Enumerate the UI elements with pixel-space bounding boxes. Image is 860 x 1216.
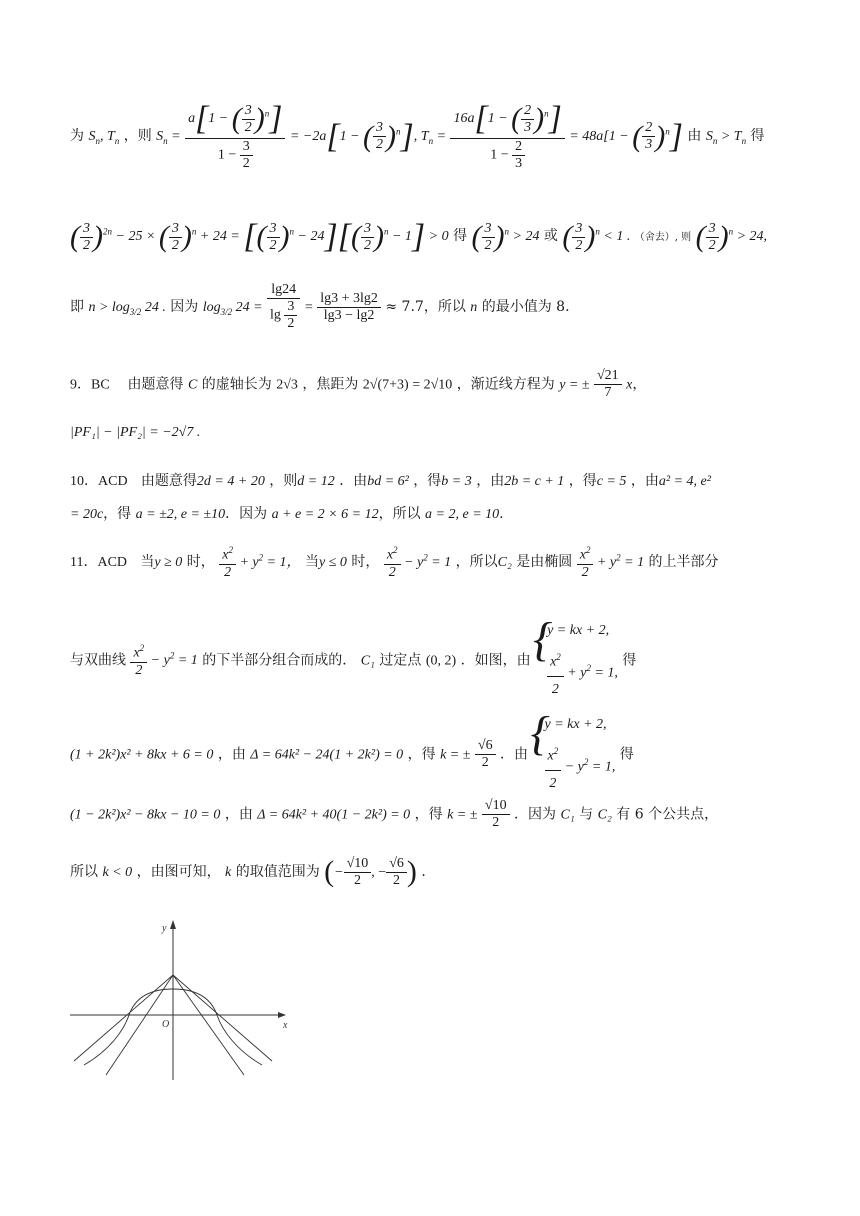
p8-line2: ( $\frac{3}{2}$ )$^{2n}$ − 25 × ( $\frac{3}{2}$ )$^n$ + 24 = [( $\frac{3}{2}$ )$^n$ − 24][( $\frac{3}{2}$ )$^n$ − 1] > 0 得 ( $\frac{3}{2}$ )$^n$ > 24 或 ( $\frac{3}{2}$ )$^n$ < 1 . （舍去）, 则 ( $\frac{3}{2}$ )$^n$ > 24, — [70, 218, 768, 255]
p8-text: ，则 — [123, 128, 152, 144]
p8-text: 得 — [453, 228, 468, 245]
x-axis-label: x — [283, 1020, 288, 1031]
p10-line2: = 20c，得 a = ±2, e = ±10．因为 a + e = 2 × 6 = 12，所以 a = 2, e = 10. — [70, 506, 504, 522]
problem-label: 11．ACD — [70, 555, 128, 571]
p9-line1: 9．BC 由题意得 C 的虚轴长为 2√3 ，焦距为 2√(7+3) = 2√10 ，渐近线方程为 y = ± $\frac{√21}{7}$ x， — [70, 368, 647, 400]
p8-text: ≈ 7.7，所以 — [385, 299, 466, 315]
p11-line5: 所以 k < 0 ，由图可知， k 的取值范围为 (− $\frac{√10}{2}$ , − $\frac{√6}{2}$ ) . — [70, 855, 426, 888]
p9-line2: |PF₁| − |PF₂| = −2√7 . — [70, 425, 201, 440]
p8-text: 为 — [70, 128, 84, 144]
p8-text: 由 — [687, 128, 702, 144]
p8-text: 因为 — [170, 299, 199, 315]
intersection-figure — [66, 915, 296, 1085]
tn-fraction: 16a[1 − ( $\frac{2}{3}$ )$^n$] 1 − $\frac{2}{3}$ — [450, 100, 564, 172]
p8-text: 得 — [750, 128, 765, 144]
p11-line2: 与双曲线 $\frac{x^2}{2}$ − $y^2 = 1$ 的下半部分组合而成的． C₁ 过定点 (0, 2) ．如图，由 { y = kx + 2, $\frac{x^2}{2}$ + $y^2 = 1$, 得 — [70, 618, 636, 703]
hyperbola-right-branch — [217, 1015, 262, 1065]
tangent-line-4 — [173, 975, 244, 1075]
origin-label: O — [162, 1019, 170, 1030]
equation-system: { y = kx + 2, $\frac{x^2}{2}$ − $y^2 = 1$, — [533, 712, 616, 797]
p8-text: 即 — [70, 299, 84, 315]
p8-text: （舍去）, 则 — [634, 232, 692, 244]
p8-text: 的最小值为 8. — [481, 299, 570, 315]
p11-line3: (1 + 2k²)x² + 8kx + 6 = 0 ，由 Δ = 64k² − 24(1 + 2k²) = 0 ，得 k = ± $\frac{√6}{2}$ ．由 { y = kx + 2, $\frac{x^2}{2}$ − $y^2 = 1$, 得 — [70, 712, 634, 797]
p11-line1: 11．ACD 当y ≥ 0 时， $\frac{x^2}{2}$ + $y^2 = 1$， 当y ≤ 0 时， $\frac{x^2}{2}$ − $y^2 = 1$ ，所以C₂ 是由椭圆 $\frac{x^2}{2}$ + $y^2 = 1$ 的上半部分 — [70, 545, 719, 580]
hyperbola-left-branch — [84, 1015, 129, 1065]
p11-line4: (1 − 2k²)x² − 8kx − 10 = 0 ，由 Δ = 64k² + 40(1 − 2k²) = 0 ，得 k = ± $\frac{√10}{2}$ ．因为 C₁ 与 C₂ 有 6 个公共点， — [70, 798, 719, 830]
tangent-line-2 — [173, 975, 272, 1061]
p8-line3: 即 $n > \log_{3/2} 24$ . 因为 $\log_{3/2} 24$ = lg24 lg $\frac{3}{2}$ = $\frac{\lg 3 + 3\lg 2}{\lg 3 - \lg 2}$ ≈ 7.7，所以 n 的最小值为 8. — [70, 282, 570, 331]
p8-line1: 为 $S_n$, $T_n$ ，则 $S_n$ = a[1 − ( $\frac{3}{2}$ )$^n$] 1 − $\frac{3}{2}$ = −2a[1 − ( $\frac{3}{2}$ )$^n$], $T_n$ = 16a[1 − ( $\frac{2}{3}$ )$^n$] 1 − $\frac{2}{3}$ = 48a[1 − ( $\frac{2}{3}$ )$^n$] 由 $S_n > T_n$ 得 — [70, 100, 765, 171]
y-axis-label: y — [162, 923, 167, 934]
y-axis-arrow — [170, 920, 176, 929]
p8-text: 或 — [543, 228, 558, 245]
sn-fraction: a[1 − ( $\frac{3}{2}$ )$^n$] 1 − $\frac{3}{2}$ — [185, 100, 285, 172]
problem-label: 9．BC — [70, 377, 110, 393]
problem-label: 10．ACD — [70, 474, 128, 489]
p10-line1: 10．ACD 由题意得2d = 4 + 20 ，则d = 12 ．由bd = 6² ，得b = 3 ，由2b = c + 1 ，得c = 5 ，由a² = 4, e² — [70, 473, 711, 489]
equation-system: { y = kx + 2, $\frac{x^2}{2}$ + $y^2 = 1$, — [535, 618, 618, 703]
x-axis-arrow — [278, 1012, 286, 1018]
